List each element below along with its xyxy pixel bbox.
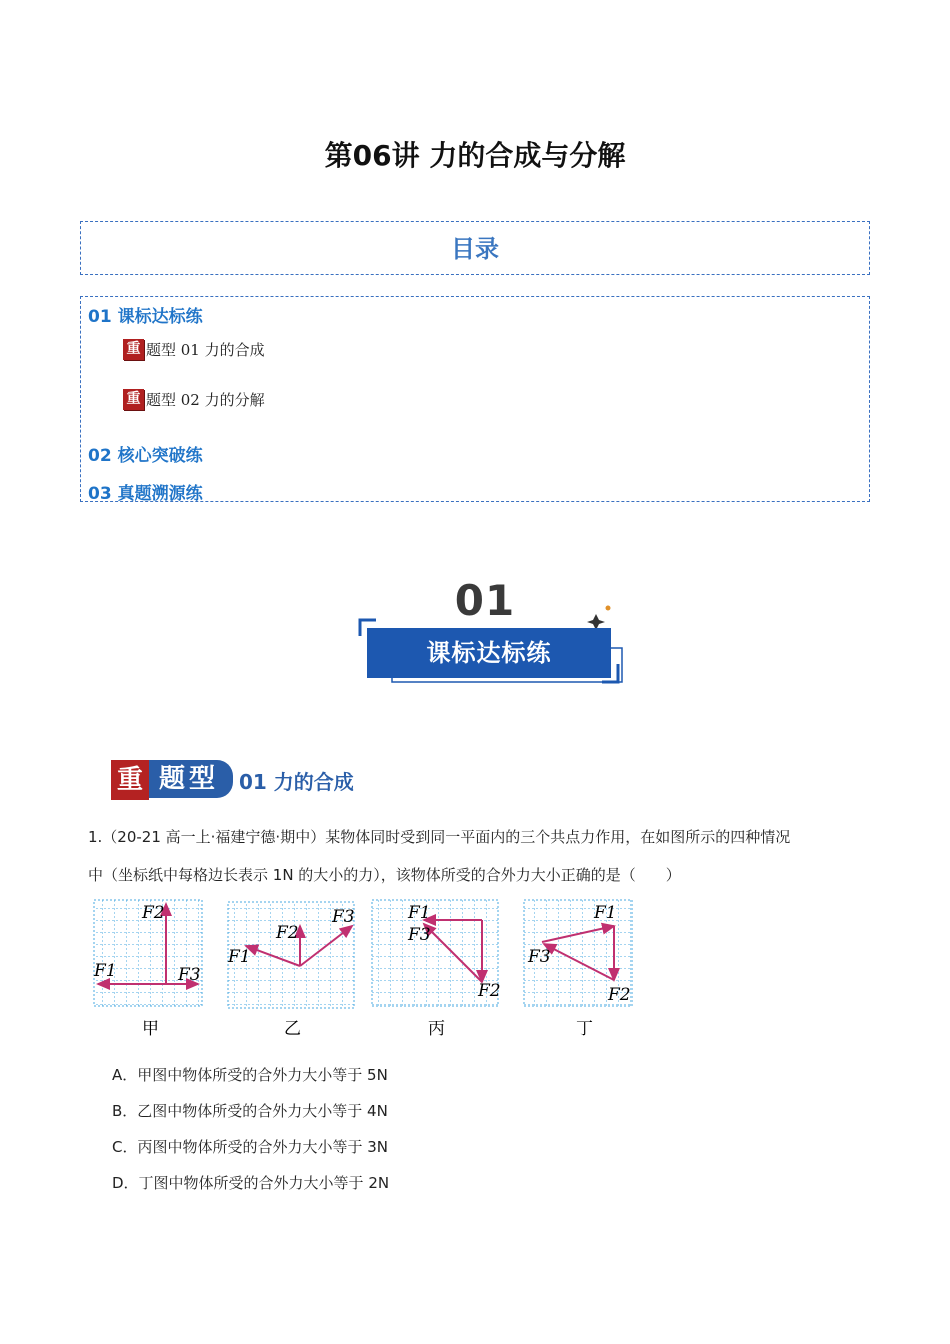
question-stem <box>88 818 878 894</box>
toc-heading: 目录 <box>80 221 870 275</box>
question-line-2: 中（坐标纸中每格边长表示 1N 的大小的力），该物体所受的合外力大小正确的是（ ） <box>88 866 681 884</box>
force-label: F1 <box>228 947 251 967</box>
force-label: F2 <box>276 923 299 943</box>
figure-yi <box>227 902 355 1008</box>
toc-subitem-label: 题型 01 力的合成 <box>146 341 265 359</box>
figure-caption: 丙 <box>428 1019 445 1039</box>
force-label: F2 <box>478 981 501 1001</box>
force-label: F3 <box>178 965 201 985</box>
option-a[interactable]: A．甲图中物体所受的合外力大小等于 5N <box>112 1066 388 1084</box>
toc-section-2[interactable]: 02 核心突破练 <box>88 446 203 466</box>
force-label: F3 <box>408 925 431 945</box>
toc-section-1[interactable]: 01 课标达标练 <box>88 307 203 327</box>
section-number: 01 <box>454 576 516 625</box>
section-banner: 课标达标练 <box>367 628 611 678</box>
option-c[interactable]: C．丙图中物体所受的合外力大小等于 3N <box>112 1138 389 1156</box>
toc-section-3[interactable]: 03 真题溯源练 <box>88 484 203 504</box>
figure-bing <box>372 900 501 1006</box>
page-title: 第06讲 力的合成与分解 <box>324 139 626 172</box>
force-label: F3 <box>528 947 551 967</box>
question-type-banner <box>111 760 354 800</box>
question-line-1: 1.（20-21 高一上·福建宁德·期中）某物体同时受到同一平面内的三个共点力作用，在如图所示的四种情况 <box>88 828 791 846</box>
question-type-label: 01 力的合成 <box>239 769 354 794</box>
force-diagrams <box>90 896 650 1046</box>
zhong-badge-icon: 重 <box>111 760 149 800</box>
figure-caption: 乙 <box>284 1019 301 1039</box>
question-type-tag: 题型 <box>149 760 233 798</box>
force-label: F1 <box>594 903 617 923</box>
option-b[interactable]: B．乙图中物体所受的合外力大小等于 4N <box>112 1102 388 1120</box>
force-label: F2 <box>608 985 631 1005</box>
figure-jia <box>93 900 202 1006</box>
zhong-badge-icon: 重 <box>123 339 144 360</box>
toc-subitem-2[interactable] <box>123 389 265 410</box>
option-d[interactable]: D．丁图中物体所受的合外力大小等于 2N <box>112 1174 390 1192</box>
force-label: F1 <box>94 961 117 981</box>
force-label: F2 <box>142 903 165 923</box>
zhong-badge-icon: 重 <box>123 389 144 410</box>
figure-caption: 甲 <box>142 1019 159 1039</box>
toc-box <box>80 296 870 502</box>
force-label: F3 <box>332 907 355 927</box>
figure-caption: 丁 <box>576 1019 593 1039</box>
force-label: F1 <box>408 903 431 923</box>
figure-ding <box>524 900 632 1006</box>
toc-subitem-1[interactable] <box>123 339 265 360</box>
toc-subitem-label: 题型 02 力的分解 <box>146 391 265 409</box>
